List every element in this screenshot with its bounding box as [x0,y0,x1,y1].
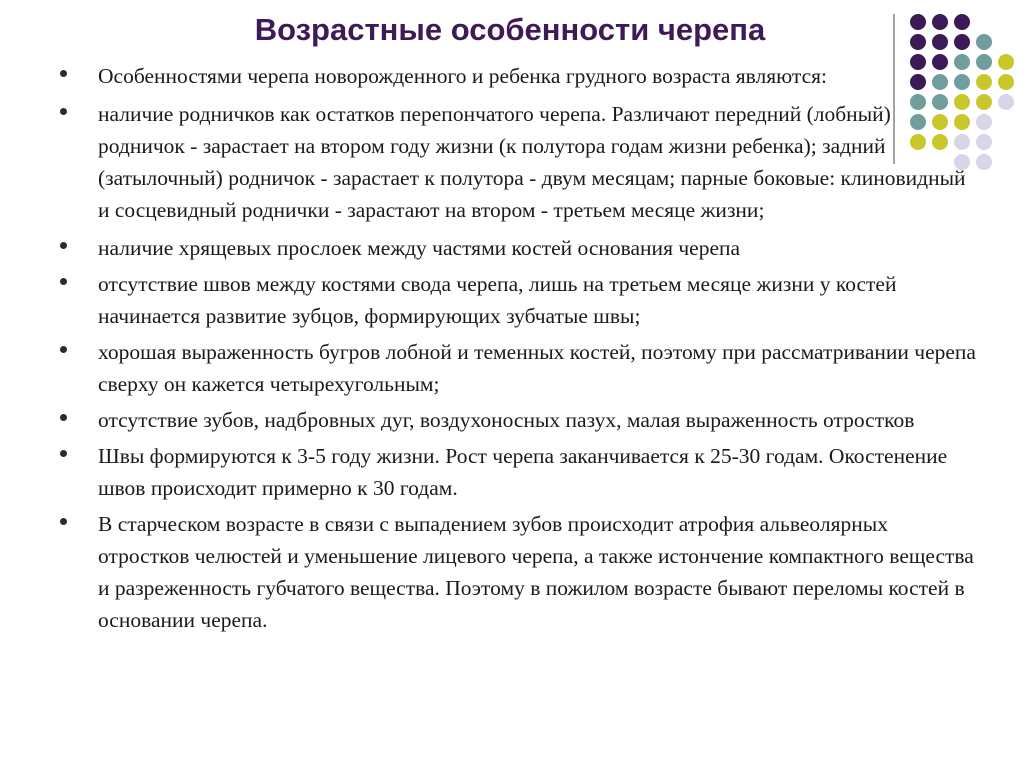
decorative-dot [998,74,1014,90]
decorative-dot [932,14,948,30]
slide-title: Возрастные особенности черепа [254,12,766,47]
list-item [60,508,980,636]
bullet-dot [60,414,67,421]
list-item-text: отсутствие швов между костями свода черепа, лишь на третьем месяце жизни у костей начинается развитие зубцов, формирующих зубчатые швы; [98,272,897,328]
bullet-dot [60,450,67,457]
list-item [60,336,980,400]
list-item [60,268,980,332]
list-item [60,232,980,264]
list-item [60,404,980,436]
list-item-text: Особенностями черепа новорожденного и ребенка грудного возраста являются: [98,64,827,88]
list-item-text: отсутствие зубов, надбровных дуг, воздухоносных пазух, малая выраженность отростков [98,408,915,432]
decorative-dot [954,34,970,50]
decorative-dot [932,34,948,50]
decorative-dot [998,94,1014,110]
list-item [60,98,980,226]
decorative-dot [954,14,970,30]
list-item-text: В старческом возрасте в связи с выпадением зубов происходит атрофия альвеолярных отростков челюстей и уменьшение лицевого черепа, а также истончение компактного вещества и разреженность губчатого вещества. Поэтому в пожилом возрасте бывают переломы костей в основании черепа. [98,512,974,632]
bullet-dot [60,346,67,353]
list-item-text: хорошая выраженность бугров лобной и теменных костей, поэтому при рассматривании черепа сверху он кажется четырехугольным; [98,340,976,396]
bullet-dot [60,70,67,77]
bullet-list [60,60,980,637]
list-item-text: наличие родничков как остатков перепончатого черепа. Различают передний (лобный) родничок - зарастает на втором году жизни (к полутора годам жизни ребенка); задний (затылочный) родничок - зарастает к полутора - двум месяцам; парные боковые: клиновидный и сосцевидный роднички - зарастают на втором - третьем месяце жизни; [98,102,966,222]
decorative-dot [998,54,1014,70]
bullet-dot [60,278,67,285]
list-item [60,440,980,504]
list-item [60,60,980,92]
decorative-dot [910,14,926,30]
decorative-dot [976,34,992,50]
bullet-dot [60,242,67,249]
list-item-text: Швы формируются к 3-5 году жизни. Рост черепа заканчивается к 25-30 годам. Окостенение швов происходит примерно к 30 годам. [98,444,948,500]
bullet-dot [60,518,67,525]
decorative-dot [910,34,926,50]
list-item-text: наличие хрящевых прослоек между частями костей основания черепа [98,236,741,260]
bullet-dot [60,108,67,115]
